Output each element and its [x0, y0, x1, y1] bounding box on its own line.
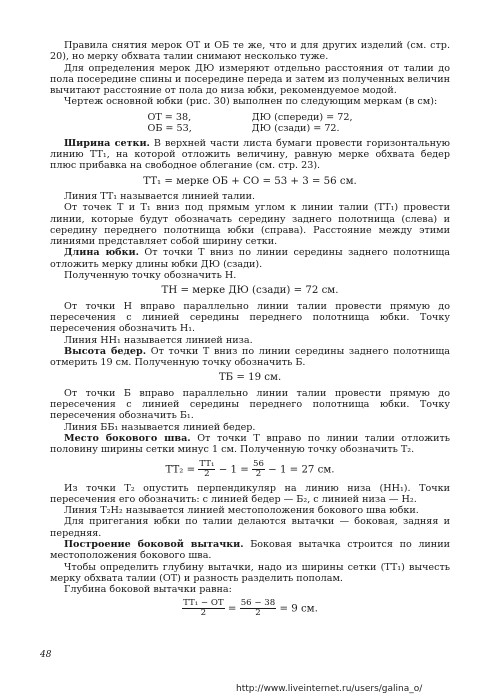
measure-dyu-front: ДЮ (спереди) = 72,: [251, 111, 353, 123]
hips-text: От точки T вниз по линии середины заднего полотнища отмерить 19 см. Полученную точку обозначить Б.: [50, 345, 450, 369]
measures-block: [50, 112, 450, 134]
fraction-tt1-2: [198, 460, 215, 479]
heading-width: Ширина сетки.: [64, 137, 150, 149]
dart-text: Боковая вытачка строится по линии местоположения бокового шва.: [50, 538, 450, 562]
formula-tb: TБ = 19 см.: [218, 372, 282, 384]
measure-ot: ОТ = 38,: [147, 111, 192, 123]
fraction-dart-1: [182, 599, 225, 618]
seam-para: Из точки T₂ опустить перпендикуляр на линию низа (HH₁). Точки пересечения его обозначить: с линией бедер — Б₂, с линией низа — H₂.: [50, 482, 450, 505]
section-dart: [50, 539, 450, 562]
section-width: [50, 138, 450, 172]
formula-th: TH = мерке ДЮ (сзади) = 72 см.: [161, 285, 339, 297]
dart-numerator: TT₁ − ОТ: [183, 598, 224, 609]
fraction-denominator: 2: [204, 468, 210, 479]
width-text: В верхней части листа бумаги провести горизонтальную линию TT₁, на которой отложить величину, равную мерке обхвата бедер плюс прибавка на свободное облегание (см. стр. 23).: [50, 137, 450, 172]
fraction-dart-2: [240, 599, 277, 618]
document-page: [50, 40, 450, 622]
formula-tt2-end: − 1 = 27 см.: [268, 464, 335, 475]
formula-tt2-mid: − 1 =: [218, 464, 249, 475]
paragraph-drawing: Чертеж основной юбки (рис. 30) выполнен по следующим меркам (в см):: [64, 96, 438, 108]
page-number: 48: [40, 650, 52, 660]
measure-dyu-back: ДЮ (сзади) = 72.: [251, 122, 340, 134]
heading-dart: Построение боковой вытачки.: [64, 538, 244, 550]
seam-line1: Линия T₂H₂ называется линией местоположения бокового шва юбки.: [64, 505, 419, 517]
paragraph-rules: Правила снятия мерок ОТ и ОБ те же, что и для других изделий (см. стр. 20), но мерку обхвата талии снимают несколько туже.: [50, 40, 450, 63]
heading-hips: Высота бедер.: [64, 345, 147, 357]
paragraph-dyu: Для определения мерок ДЮ измеряют отдельно расстояния от талии до пола посередине спины и посередине переда и затем из полученных величин вычитают расстояние от пола до низа юбки, рекомендуемое модой.: [50, 62, 450, 97]
hips-line1: Линия ББ₁ называется линией бедер.: [64, 421, 256, 433]
fraction-denominator-2: 2: [255, 468, 262, 479]
measure-ob: ОБ = 53,: [147, 122, 192, 134]
heading-length: Длина юбки.: [64, 247, 139, 259]
length-text: От точки T вниз по линии середины заднего полотнища отложить мерку длины юбки ДЮ (сзади).: [50, 247, 450, 270]
dart-denominator-2: 2: [255, 608, 261, 619]
seam-para2: Для пригегания юбки по талии делаются вытачки — боковая, задняя и передняя.: [50, 516, 450, 539]
formula-tt2-left: TT₂ =: [165, 464, 196, 475]
dart-denominator: 2: [200, 608, 207, 619]
dart-para: Чтобы определить глубину вытачки, надо из ширины сетки (TT₁) вычесть мерку обхвата талии (ОТ) и разность разделить пополам.: [50, 561, 450, 584]
formula-tt1: TT₁ = мерке ОБ + СО = 53 + 3 = 56 см.: [143, 175, 357, 187]
formula-tt2: [50, 460, 450, 479]
length-para: От точки H вправо параллельно линии талии провести прямую до пересечения с линией середины переднего полотнища юбки. Точку пересечения обозначить H₁.: [50, 300, 450, 335]
footer-url: http://www.liveinternet.ru/users/galina_o/: [236, 684, 423, 694]
fraction-56-2: [252, 460, 265, 479]
width-para: От точек T и T₁ вниз под прямым углом к линии талии (TT₁) провести линии, которые будут обозначать середину заднего полотнища (слева) и середину переднего полотнища юбки (справа). Расстояние между этими линиями представляет собой ширину сетки.: [50, 202, 450, 248]
section-length: [50, 247, 450, 270]
hips-para: От точки Б вправо параллельно линии талии провести прямую до пересечения с линией середины переднего полотнища юбки. Точку пересечения обозначить Б₁.: [50, 387, 450, 422]
dart-line1: Глубина боковой вытачки равна:: [64, 584, 232, 596]
dart-numerator-2: 56 − 38: [240, 598, 276, 609]
section-hips: [50, 346, 450, 369]
length-line2: Линия HH₁ называется линией низа.: [64, 334, 253, 346]
section-seam: [50, 433, 450, 456]
formula-dart-end: = 9 см.: [279, 603, 318, 615]
seam-text: От точки T вправо по линии талии отложить половину ширины сетки минус 1 см. Полученную точку обозначить T₂.: [50, 432, 450, 456]
width-line1: Линия TT₁ называется линией талии.: [64, 190, 256, 202]
formula-dart: [50, 599, 450, 618]
heading-seam: Место бокового шва.: [64, 432, 191, 444]
formula-dart-mid: =: [227, 603, 237, 615]
fraction-numerator-2: 56: [252, 458, 264, 469]
length-line1: Полученную точку обозначить H.: [64, 270, 237, 282]
fraction-numerator: TT₁: [199, 458, 215, 469]
